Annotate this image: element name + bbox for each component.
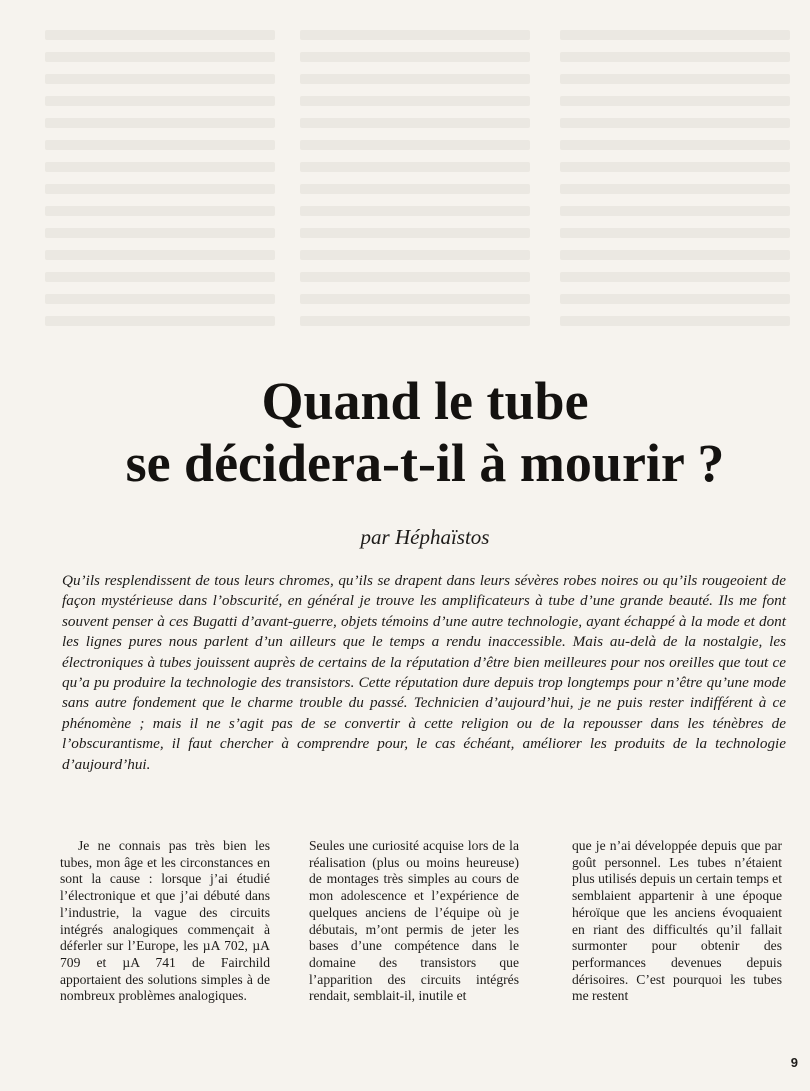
- body-column-1: Je ne connais pas très bien les tubes, mon âge et les circonstances en sont la cause : lorsque j’ai étudié l’électronique et que j’ai débuté dans l’industrie, la vague des circuits intégrés analogiques commençait à déferler sur l’Europe, les µA 702, µA 709 et µA 741 de Fairchild apportaient des solutions simples à de nombreux problèmes analogiques.: [60, 838, 270, 1004]
- title-line-2: se décidera-t-il à mourir ?: [125, 433, 725, 493]
- body-column-3: que je n’ai développée depuis que par goût personnel. Les tubes n’étaient plus utilisés depuis un certain temps et semblaient appartenir à une époque héroïque que les anciens évoquaient en riant des difficultés qu’il fallait surmonter pour obtenir des performances devenues depuis dérisoires. C’est pourquoi les tubes me restent: [572, 838, 782, 1004]
- show-through-column: [45, 30, 275, 360]
- intro-paragraph: Qu’ils resplendissent de tous leurs chromes, qu’ils se drapent dans leurs sévères robes noires ou qu’ils rougeoient de façon mystérieuse dans l’obscurité, en général je trouve les amplificateurs à tube d’une grande beauté. Ils me font souvent penser à ces Bugatti d’avant-guerre, objets témoins d’une autre technologie, ayant échappé à la mode et dont les lignes pures nous parlent d’un ailleurs que le temps a rendu inaccessible. Mais au-delà de la nostalgie, les électroniques à tubes jouissent auprès de certains de la réputation d’être bien meilleures pour nos oreilles que tout ce qu’a pu produire la technologie des transistors. Cette réputation dure depuis trop longtemps pour n’être qu’une mode sans autre fondement que le charme trouble du passé. Technicien d’aujourd’hui, je ne puis rester indifférent à ce phénomène ; mais il ne s’agit pas de se convertir à cette religion ou de la repousser dans les ténèbres de l’obscurantisme, il faut chercher à comprendre pour, le cas échéant, améliorer les produits de la technologie d’aujourd’hui.: [62, 572, 786, 773]
- show-through-column: [300, 30, 530, 360]
- title-line-1: Quand le tube: [261, 371, 589, 431]
- byline: par Héphaïstos: [360, 525, 490, 549]
- body-column-2: Seules une curiosité acquise lors de la réalisation (plus ou moins heureuse) de montages très simples au cours de mon adolescence et l’expérience de quelques anciens de l’équipe où je débutais, m’ont permis de jeter les bases d’une compétence dans le domaine des transistors que l’apparition des circuits intégrés rendait, semblait-il, inutile et: [309, 838, 519, 1004]
- show-through-column: [560, 30, 790, 360]
- page-number: 9: [790, 1055, 798, 1070]
- article-title: [0, 370, 810, 494]
